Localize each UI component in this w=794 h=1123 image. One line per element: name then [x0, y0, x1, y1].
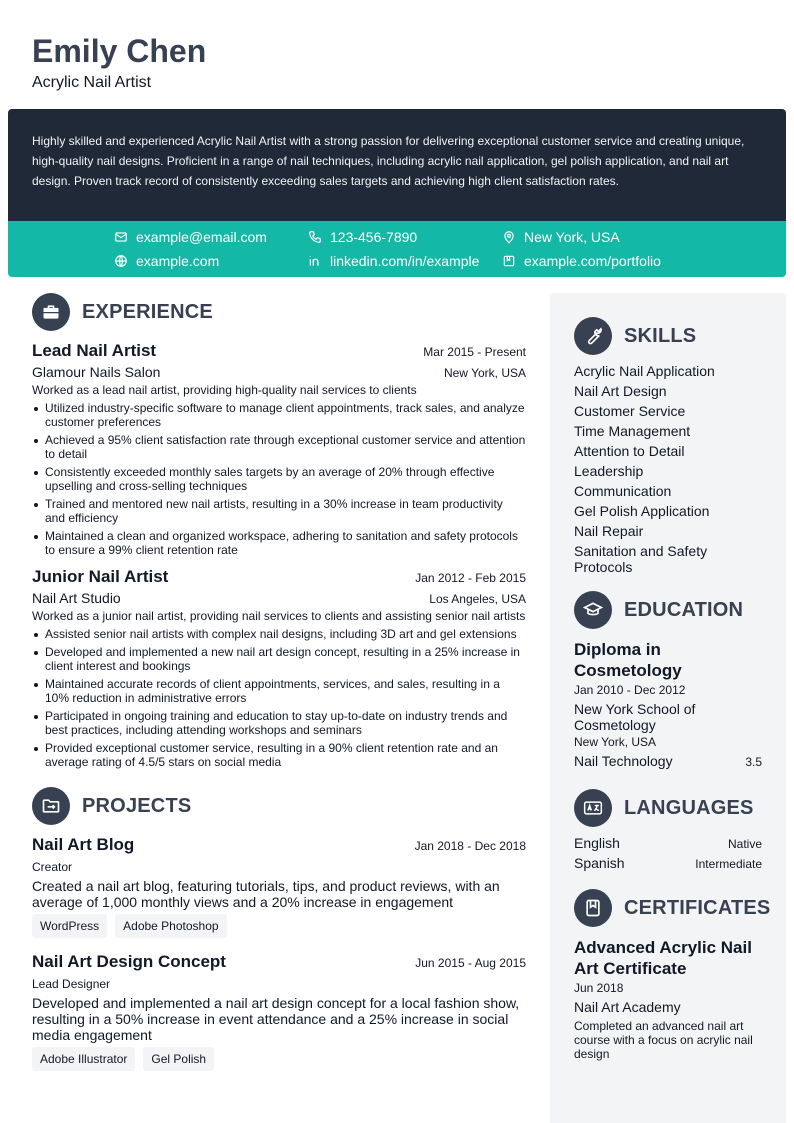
contact-bar	[8, 221, 786, 277]
project-entry	[32, 835, 526, 938]
job-company: Nail Art Studio	[32, 590, 121, 606]
contact-location	[502, 225, 620, 249]
project-dates: Jun 2015 - Aug 2015	[415, 956, 526, 970]
projects-title: PROJECTS	[82, 794, 192, 817]
job-dates: Jan 2012 - Feb 2015	[415, 571, 526, 585]
job-location: Los Angeles, USA	[429, 592, 526, 606]
phone-text: 123-456-7890	[330, 229, 418, 245]
graduation-cap-icon	[574, 591, 612, 629]
certificates-heading	[574, 889, 771, 927]
project-dates: Jan 2018 - Dec 2018	[414, 839, 526, 853]
language-name: English	[574, 835, 620, 851]
mail-icon	[114, 230, 128, 244]
summary-text: Highly skilled and experienced Acrylic Nail Artist with a strong passion for delivering exceptional customer service and creating unique, high-quality nail designs. Proficient in a range of nail techniques, including acrylic nail application, gel polish application, and nail art design. Proven track record of consistently exceeding sales targets and achieving high client satisfaction rates.	[32, 134, 745, 188]
certificates-title: CERTIFICATES	[624, 896, 771, 919]
tag: Adobe Illustrator	[32, 1047, 135, 1071]
job-description: Worked as a junior nail artist, providing nail services to clients and assisting senior nail artists	[32, 609, 526, 623]
project-tags	[32, 1047, 526, 1071]
resume-header	[32, 32, 206, 92]
job-description: Worked as a lead nail artist, providing high-quality nail services to clients	[32, 383, 417, 397]
course-name: Nail Technology	[574, 753, 673, 769]
skill-item: Nail Art Design	[574, 383, 667, 399]
tag: Adobe Photoshop	[115, 914, 226, 938]
education-entry	[574, 639, 762, 769]
languages-heading	[574, 789, 762, 827]
skill-item: Communication	[574, 483, 672, 499]
job-dates: Mar 2015 - Present	[423, 345, 526, 359]
project-title: Nail Art Design Concept	[32, 952, 226, 971]
linkedin-text: linkedin.com/in/example	[330, 253, 480, 269]
main-column	[32, 293, 526, 1071]
language-level: Native	[727, 837, 762, 851]
project-description: Created a nail art blog, featuring tutorials, tips, and product reviews, with an average of 1,000 monthly views and a 20% increase in engagement	[32, 878, 500, 910]
school-location: New York, USA	[574, 735, 657, 749]
website-text: example.com	[136, 253, 220, 269]
job-location: New York, USA	[443, 366, 526, 380]
skill-item: Sanitation and Safety Protocols	[574, 543, 708, 575]
wrench-icon	[574, 317, 612, 355]
email-text: example@email.com	[136, 229, 267, 245]
bullet-item: Utilized industry-specific software to manage client appointments, track sales, and analyze customer preferences	[32, 401, 526, 429]
location-text: New York, USA	[524, 229, 620, 245]
bullet-item: Developed and implemented a new nail art design concept, resulting in a 25% increase in client interest and bookings	[32, 645, 526, 673]
briefcase-icon	[32, 293, 70, 331]
certificate-issuer: Nail Art Academy	[574, 999, 681, 1015]
bullet-item: Achieved a 95% client satisfaction rate through exceptional customer service and attention to detail	[32, 433, 526, 461]
job-title: Junior Nail Artist	[32, 567, 169, 586]
education-heading	[574, 591, 762, 629]
folder-icon	[32, 787, 70, 825]
skill-item: Time Management	[574, 423, 691, 439]
certificate-title: Advanced Acrylic Nail Art Certificate	[574, 938, 752, 978]
certificate-entry	[574, 937, 762, 1061]
school-name: New York School of Cosmetology	[574, 701, 696, 733]
skill-item: Customer Service	[574, 403, 686, 419]
job-entry	[32, 567, 526, 769]
project-description: Developed and implemented a nail art design concept for a local fashion show, resulting in a 50% increase in event attendance and a 25% increase in social media engagement	[32, 995, 520, 1043]
grade: 3.5	[745, 755, 762, 769]
projects-heading	[32, 787, 526, 825]
education-title: EDUCATION	[624, 598, 744, 621]
portfolio-text: example.com/portfolio	[524, 253, 661, 269]
project-role: Creator	[32, 860, 73, 874]
linkedin-icon	[308, 254, 322, 268]
skills-title: SKILLS	[624, 324, 697, 347]
sidebar-column	[550, 293, 786, 1123]
bullet-item: Maintained a clean and organized workspace, adhering to sanitation and safety protocols to ensure a 99% client retention rate	[32, 529, 526, 557]
certificate-date: Jun 2018	[574, 981, 624, 995]
summary-panel	[8, 109, 786, 221]
language-level: Intermediate	[695, 857, 762, 871]
bullet-item: Participated in ongoing training and education to stay up-to-date on industry trends and best practices, including attending workshops and seminars	[32, 709, 526, 737]
bullet-item: Assisted senior nail artists with complex nail designs, including 3D art and gel extensions	[32, 627, 526, 641]
skills-heading	[574, 317, 762, 355]
contact-website[interactable]	[114, 249, 219, 273]
bullet-item: Maintained accurate records of client appointments, services, and sales, resulting in a 10% reduction in administrative errors	[32, 677, 526, 705]
experience-heading	[32, 293, 526, 331]
skill-item: Leadership	[574, 463, 644, 479]
skill-item: Gel Polish Application	[574, 503, 710, 519]
skill-item: Attention to Detail	[574, 443, 685, 459]
project-tags	[32, 914, 526, 938]
experience-title: EXPERIENCE	[82, 300, 213, 323]
tag: WordPress	[32, 914, 107, 938]
translate-icon	[574, 789, 612, 827]
skill-item: Nail Repair	[574, 523, 644, 539]
contact-portfolio[interactable]	[502, 249, 661, 273]
tag: Gel Polish	[143, 1047, 214, 1071]
skill-item: Acrylic Nail Application	[574, 363, 715, 379]
degree: Diploma in Cosmetology	[574, 640, 682, 680]
bullet-item: Provided exceptional customer service, resulting in a 90% client retention rate and an average rating of 4.5/5 stars on social media	[32, 741, 526, 769]
candidate-title: Acrylic Nail Artist	[32, 74, 152, 91]
job-bullets	[32, 401, 526, 557]
portfolio-icon	[502, 254, 516, 268]
skills-list	[574, 363, 762, 575]
project-title: Nail Art Blog	[32, 835, 135, 854]
education-dates: Jan 2010 - Dec 2012	[574, 683, 686, 697]
contact-email[interactable]	[114, 225, 267, 249]
language-name: Spanish	[574, 855, 625, 871]
location-pin-icon	[502, 230, 516, 244]
phone-icon	[308, 230, 322, 244]
contact-phone[interactable]	[308, 225, 417, 249]
contact-linkedin[interactable]	[308, 249, 479, 273]
certificate-description: Completed an advanced nail art course with a focus on acrylic nail design	[574, 1019, 753, 1061]
job-company: Glamour Nails Salon	[32, 364, 161, 380]
bullet-item: Trained and mentored new nail artists, resulting in a 30% increase in team productivity and efficiency	[32, 497, 526, 525]
globe-icon	[114, 254, 128, 268]
job-entry	[32, 341, 526, 557]
job-title: Lead Nail Artist	[32, 341, 157, 360]
project-entry	[32, 952, 526, 1071]
job-bullets	[32, 627, 526, 769]
bullet-item: Consistently exceeded monthly sales targets by an average of 20% through effective upselling and cross-selling techniques	[32, 465, 526, 493]
languages-title: LANGUAGES	[624, 796, 754, 819]
certificate-icon	[574, 889, 612, 927]
candidate-name: Emily Chen	[32, 33, 207, 69]
languages-list	[574, 835, 762, 871]
project-role: Lead Designer	[32, 977, 111, 991]
